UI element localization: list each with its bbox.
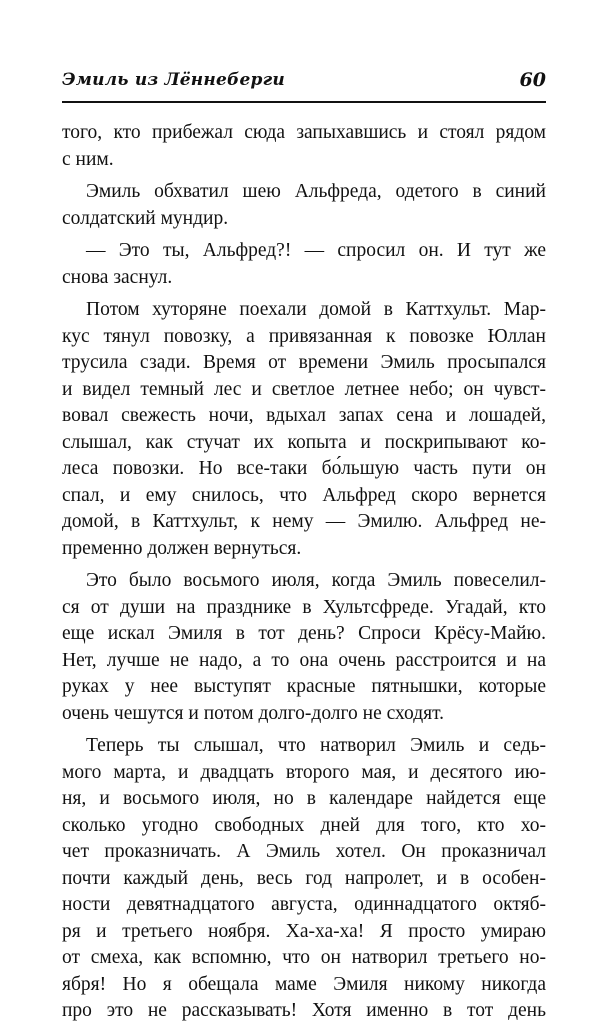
paragraph-6 bbox=[62, 733, 546, 1025]
text-line: Нет, лучше не надо, а то она очень расстроится и на bbox=[62, 649, 546, 671]
text-line: и видел темный лес и светлое летнее небо; он чувст- bbox=[62, 378, 546, 400]
text-line: спал, и ему снилось, что Альфред скоро вернется bbox=[62, 484, 546, 506]
text-line: ся от души на празднике в Хультсфреде. Угадай, кто bbox=[62, 596, 546, 618]
paragraph-5 bbox=[62, 568, 546, 727]
text-line: снова заснул. bbox=[62, 266, 173, 288]
text-line: Это было восьмого июля, когда Эмиль повеселил- bbox=[86, 570, 546, 591]
text-line: с ним. bbox=[62, 148, 114, 170]
text-line: мого марта, и двадцать второго мая, и десятого ию- bbox=[62, 761, 546, 783]
text-line: руках у нее выступят красные пятнышки, которые bbox=[62, 676, 546, 697]
text-line: слышал, как стучат их копыта и поскрипывают ко- bbox=[62, 431, 546, 453]
text-line: ня, и восьмого июля, но в календаре найдется еще bbox=[62, 788, 546, 809]
body-text bbox=[62, 120, 546, 1031]
text-line: солдатский мундир. bbox=[62, 207, 229, 229]
text-line: пременно должен вернуться. bbox=[62, 537, 302, 559]
text-line: почти каждый день, весь год напролет, и в особен- bbox=[62, 867, 546, 889]
text-line: Эмиль обхватил шею Альфреда, одетого в синий bbox=[86, 181, 546, 202]
paragraph-4 bbox=[62, 297, 546, 562]
paragraph-1 bbox=[62, 120, 546, 173]
paragraph-2 bbox=[62, 179, 546, 232]
text-line: от смеха, как вспомню, что он натворил третьего но- bbox=[62, 947, 546, 968]
text-line: домой, в Каттхульт, к нему — Эмилю. Альфред не- bbox=[62, 511, 546, 532]
paragraph-3 bbox=[62, 238, 546, 291]
page-number: 60 bbox=[519, 69, 546, 91]
text-line: вовал свежесть ночи, вдыхал запах сена и лошадей, bbox=[62, 405, 546, 426]
text-line: Теперь ты слышал, что натворил Эмиль и седь- bbox=[86, 735, 546, 756]
running-title: Эмиль из Лённеберги bbox=[62, 70, 285, 90]
text-line: Потом хуторяне поехали домой в Каттхульт. Мар- bbox=[86, 299, 546, 320]
text-line: того, кто прибежал сюда запыхавшись и стоял рядом bbox=[62, 122, 546, 143]
text-line: ря и третьего ноября. Ха-ха-ха! Я просто умираю bbox=[62, 920, 546, 942]
text-line: трусила сзади. Время от времени Эмиль просыпался bbox=[62, 352, 546, 373]
text-line: ности девятнадцатого августа, одиннадцатого октяб- bbox=[62, 894, 546, 915]
text-line: чет проказничать. А Эмиль хотел. Он проказничал bbox=[62, 841, 546, 862]
text-line: кус тянул повозку, а привязанная к повозке Юллан bbox=[62, 325, 546, 347]
text-line: сколько угодно свободных дней для того, кто хо- bbox=[62, 814, 546, 836]
text-line: леса повозки. Но все-таки бо́льшую часть пути он bbox=[62, 458, 546, 479]
text-line: ября! Но я обещала маме Эмиля никому никогда bbox=[62, 973, 546, 995]
header-rule bbox=[62, 101, 546, 103]
text-line: очень чешутся и потом долго-долго не сходят. bbox=[62, 702, 445, 724]
text-line: — Это ты, Альфред?! — спросил он. И тут же bbox=[86, 240, 546, 261]
text-line: про это не рассказывать! Хотя именно в тот день bbox=[62, 1000, 546, 1021]
running-head bbox=[62, 70, 546, 98]
text-line: еще искал Эмиля в тот день? Спроси Крёсу-Майю. bbox=[62, 623, 546, 644]
